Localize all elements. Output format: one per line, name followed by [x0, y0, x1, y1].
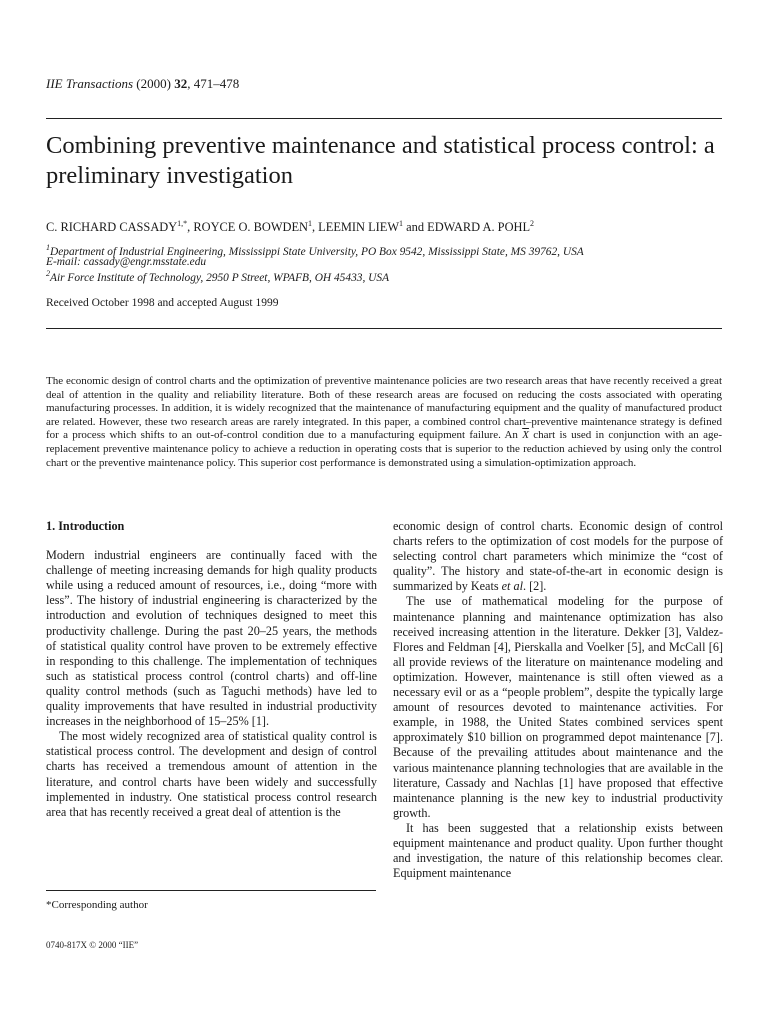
journal-citation — [46, 76, 239, 92]
right-column — [393, 519, 723, 881]
section-heading: 1. Introduction — [46, 519, 125, 533]
abstract-part-2: chart is used in conjunction with an age-replacement preventive maintenance policy to achieve a reduction in operating costs that is superior to the reduction achieved by using only the control chart or the preventive maintenance policy. This superior cost performance is demonstrated using a simulation-optimization approach. — [46, 429, 723, 469]
journal-year: (2000) — [133, 76, 175, 91]
abstract-part-1: The economic design of control charts and the optimization of preventive maintenance policies are two research areas that have recently received a great deal of attention in the quality and reliability literature. Both of these research areas are focused on reducing the costs associated with operating manufacturing processes. In addition, it is widely recognized that the maintenance of manufacturing equipment and the quality of manufactured product are related. However, these two research areas are rarely integrated. In this paper, a combined control chart–preventive maintenance strategy is defined for a process which shifts to an out-of-control condition due to a manufacturing equipment failure. An — [46, 375, 722, 442]
right-paragraph-1 — [393, 519, 723, 594]
affiliation-1-mark: 1 — [46, 243, 50, 252]
journal-name: IIE Transactions — [46, 76, 134, 91]
abstract — [46, 375, 722, 470]
author-3: , LEEMIN LIEW — [311, 220, 400, 235]
right-paragraph-2: The use of mathematical modeling for the purpose of maintenance planning and maintenance optimization has also received increasing attention in the literature. Dekker [3], Valdez-Flores and Feldman [4], Pierskalla and Voelker [5], and McCall [6] all provide reviews of the literature on maintenance modeling and optimization. However, maintenance is still often viewed as a necessary evil or as a “people problem”, despite the typically large amount of resources devoted to maintenance activities. For example, in 1988, the United States combined services spent approximately $10 billion on programmed depot maintenance [7]. Because of the prevailing attitudes about maintenance and the various maintenance planning technologies that are available in the literature, Cassady and Nachlas [1] have proposed that effective maintenance planning is the new key to industrial productivity growth. — [393, 594, 723, 820]
affiliation-1-text: Department of Industrial Engineering, Mississippi State University, PO Box 9542, Mississippi State, MS 39762, USA — [50, 245, 584, 258]
author-list — [46, 219, 534, 235]
received-date: Received October 1998 and accepted August 1999 — [46, 297, 279, 309]
issn-line: 0740-817X © 2000 “IIE” — [46, 940, 139, 950]
paper-title: Combining preventive maintenance and statistical process control: a preliminary investigation — [46, 132, 715, 189]
intro-paragraph-2: The most widely recognized area of statistical quality control is statistical process control. The development and design of control charts has received a tremendous amount of attention in the literature, and control charts have been widely and successfully implemented in industry. One statistical process control research area that has recently received a great deal of attention is the — [46, 729, 377, 819]
left-column — [46, 519, 377, 820]
intro-paragraph-1: Modern industrial engineers are continually faced with the challenge of meeting increasing demands for high quality products while using a reduced amount of resources, i.e., doing “more with less”. The history of industrial engineering is characterized by the introduction and evolution of techniques designed to meet this productivity challenge. During the past 20–25 years, the methods of statistical quality control have proven to be extremely effective in responding to this challenge. The implementation of techniques such as statistical process control (control charts) and off-line quality control methods (such as Taguchi methods) have led to quality improvements that have resulted in industrial productivity increases in the neighborhood of 15–25% [1]. — [46, 548, 377, 729]
header-bottom-rule — [46, 328, 722, 329]
author-2-mark: 1 — [307, 219, 312, 228]
author-email: E-mail: cassady@engr.msstate.edu — [46, 256, 207, 268]
right-paragraph-3: It has been suggested that a relationship exists between equipment maintenance and product quality. Upon further thought and investigation, the nature of this relationship becomes clear. Equipment maintenance — [393, 820, 723, 881]
affiliation-2-text: Air Force Institute of Technology, 2950 P Street, WPAFB, OH 45433, USA — [50, 271, 390, 284]
right-paragraph-1-text: economic design of control charts. Economic design of control charts refers to the optimization of cost models for the purpose of selecting control chart parameters which minimize the “cost of quality”. The history and state-of-the-art in economic design is summarized by Keats — [393, 519, 723, 594]
author-2: , ROYCE O. BOWDEN — [187, 220, 308, 235]
footnote-rule — [46, 890, 376, 891]
top-rule — [46, 118, 722, 119]
affiliation-2 — [46, 269, 389, 284]
et-al: et al — [501, 579, 523, 594]
journal-volume: 32 — [174, 76, 188, 91]
journal-pages: , 471–478 — [187, 76, 240, 91]
author-4: and EDWARD A. POHL — [403, 220, 531, 235]
footnote: *Corresponding author — [46, 899, 148, 911]
affiliation-2-mark: 2 — [46, 269, 50, 278]
right-paragraph-1-end: . [2]. — [522, 579, 547, 594]
author-3-mark: 1 — [399, 219, 404, 228]
xbar-symbol: $\overline{X}$ — [522, 429, 529, 442]
author-1: C. RICHARD CASSADY — [46, 220, 178, 235]
author-1-mark: 1,* — [177, 219, 188, 228]
author-4-mark: 2 — [530, 219, 535, 228]
